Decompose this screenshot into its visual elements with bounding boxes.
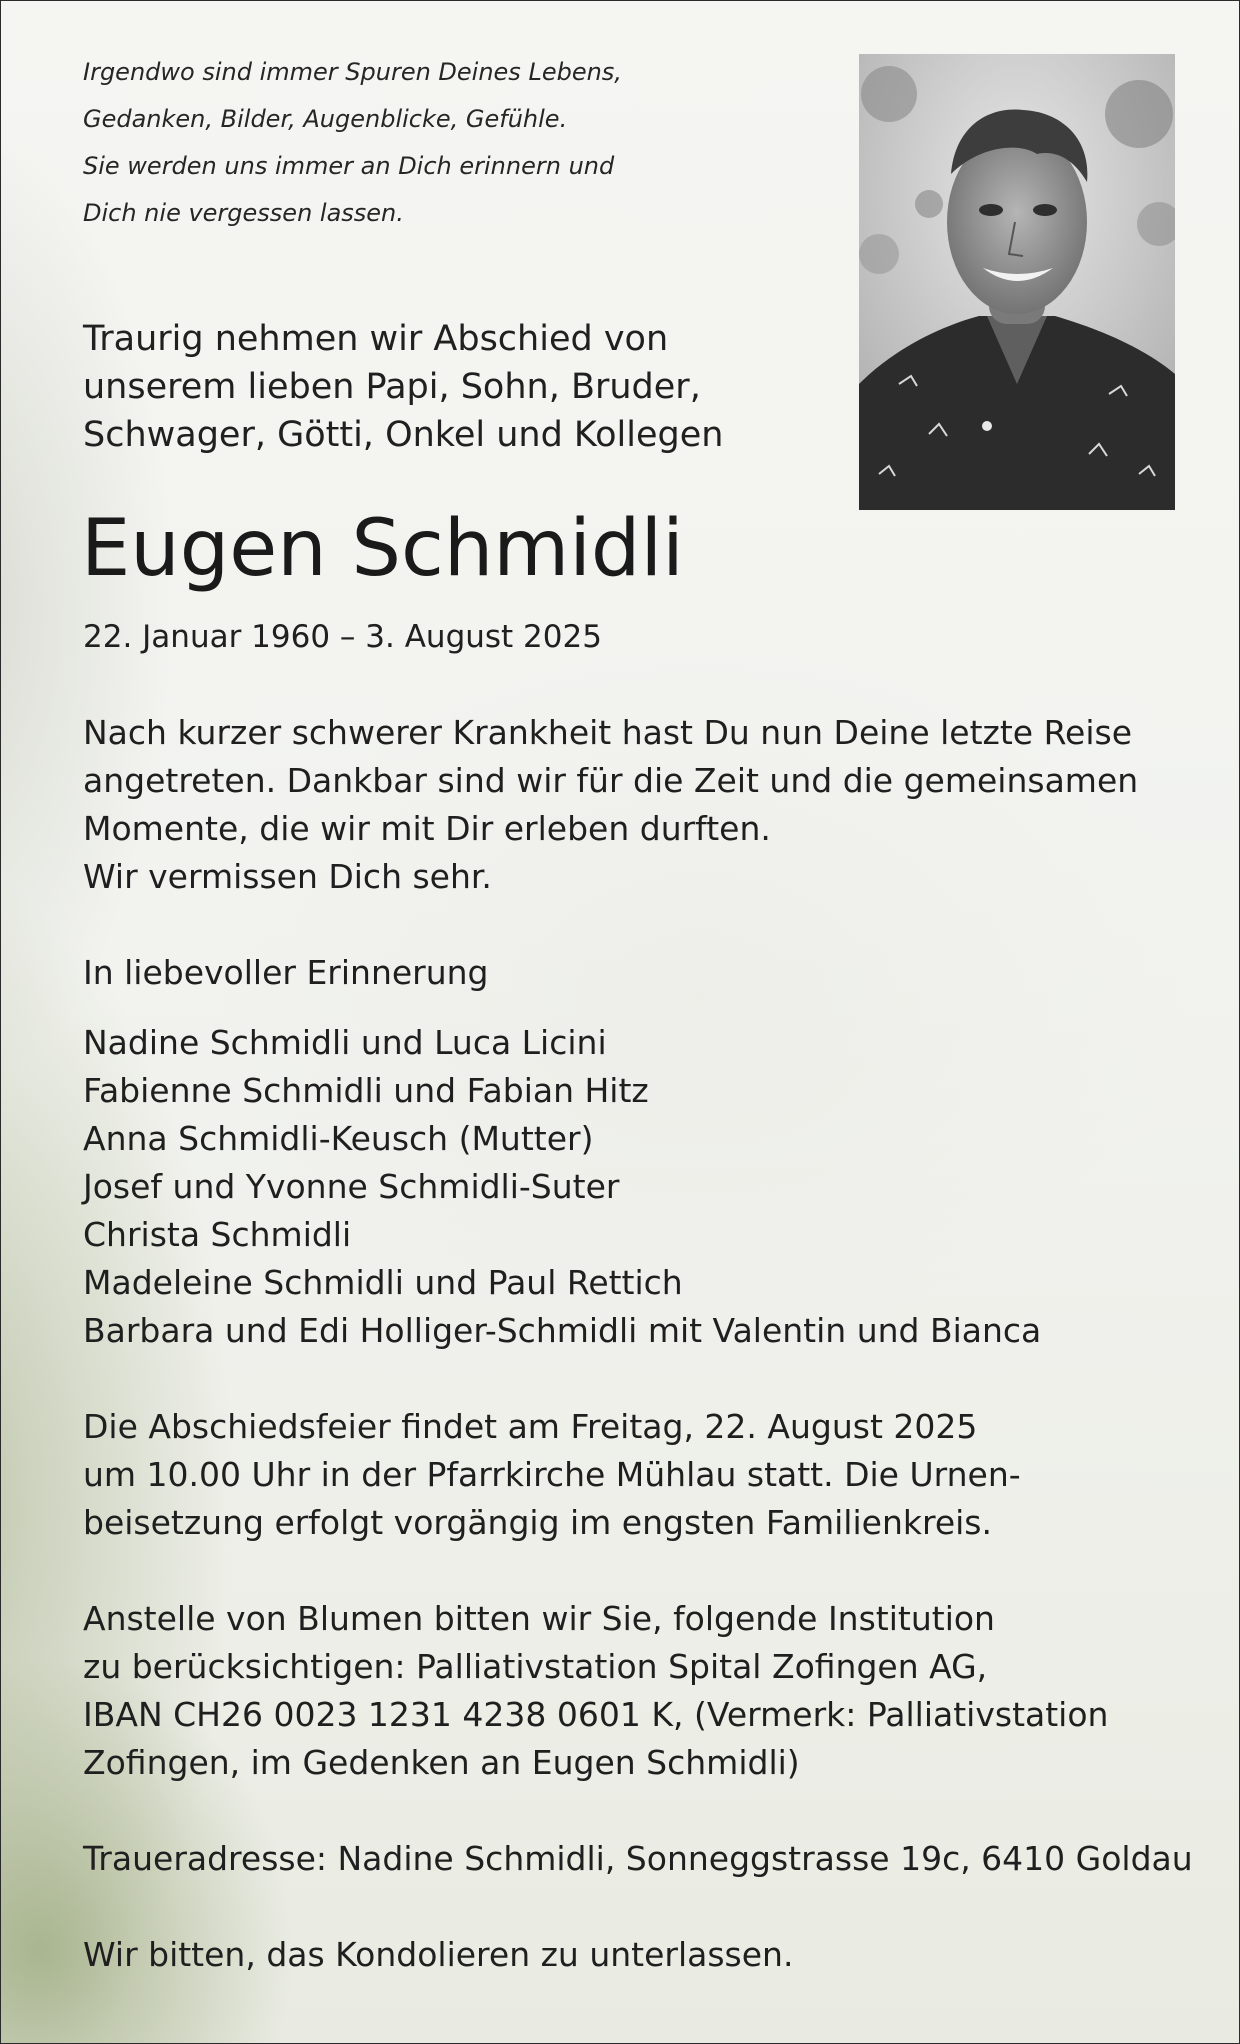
farewell-line: Nach kurzer schwerer Krankheit hast Du nun Deine letzte Reise (83, 713, 1133, 752)
closing-note: Wir bitten, das Kondolieren zu unterlassen. (83, 1935, 794, 1974)
motto-verse (83, 49, 803, 237)
mourner-item: Christa Schmidli (83, 1215, 352, 1254)
life-dates: 22. Januar 1960 – 3. August 2025 (83, 619, 602, 655)
mourner-item: Josef und Yvonne Schmidli-Suter (83, 1167, 620, 1206)
mourning-address: Traueradresse: Nadine Schmidli, Sonneggstrasse 19c, 6410 Goldau (83, 1839, 1193, 1878)
donation-line: zu berücksichtigen: Palliativstation Spital Zofingen AG, (83, 1647, 988, 1686)
portrait-photo (859, 54, 1175, 510)
farewell-line: Wir vermissen Dich sehr. (83, 857, 492, 896)
ceremony-line: Die Abschiedsfeier findet am Freitag, 22. August 2025 (83, 1407, 978, 1446)
ceremony-line: beisetzung erfolgt vorgängig im engsten Familienkreis. (83, 1503, 992, 1542)
deceased-name: Eugen Schmidli (81, 504, 684, 594)
mourner-item: Nadine Schmidli und Luca Licini (83, 1023, 607, 1062)
donation-line: Zofingen, im Gedenken an Eugen Schmidli) (83, 1743, 800, 1782)
portrait-image (859, 54, 1175, 510)
mourner-item: Anna Schmidli-Keusch (Mutter) (83, 1119, 594, 1158)
mourners-list (83, 1019, 1193, 1355)
donation-info (83, 1595, 1193, 1787)
intro-line: Traurig nehmen wir Abschied von (83, 319, 669, 359)
intro-line: unserem lieben Papi, Sohn, Bruder, (83, 367, 701, 407)
motto-line: Sie werden uns immer an Dich erinnern und (83, 152, 615, 180)
farewell-line: angetreten. Dankbar sind wir für die Zeit und die gemeinsamen (83, 761, 1139, 800)
ceremony-line: um 10.00 Uhr in der Pfarrkirche Mühlau statt. Die Urnen- (83, 1455, 1021, 1494)
mourner-item: Fabienne Schmidli und Fabian Hitz (83, 1071, 649, 1110)
farewell-text (83, 709, 1193, 901)
ceremony-info (83, 1403, 1193, 1547)
intro-line: Schwager, Götti, Onkel und Kollegen (83, 415, 724, 455)
mourner-item: Madeleine Schmidli und Paul Rettich (83, 1263, 683, 1302)
motto-line: Irgendwo sind immer Spuren Deines Lebens, (83, 58, 622, 86)
motto-line: Dich nie vergessen lassen. (83, 199, 404, 227)
farewell-line: Momente, die wir mit Dir erleben durften. (83, 809, 771, 848)
motto-line: Gedanken, Bilder, Augenblicke, Gefühle. (83, 105, 568, 133)
remembrance-heading: In liebevoller Erinnerung (83, 953, 489, 992)
donation-line: IBAN CH26 0023 1231 4238 0601 K, (Vermerk: Palliativstation (83, 1695, 1109, 1734)
mourner-item: Barbara und Edi Holliger-Schmidli mit Valentin und Bianca (83, 1311, 1042, 1350)
intro-text (83, 315, 803, 459)
donation-line: Anstelle von Blumen bitten wir Sie, folgende Institution (83, 1599, 995, 1638)
